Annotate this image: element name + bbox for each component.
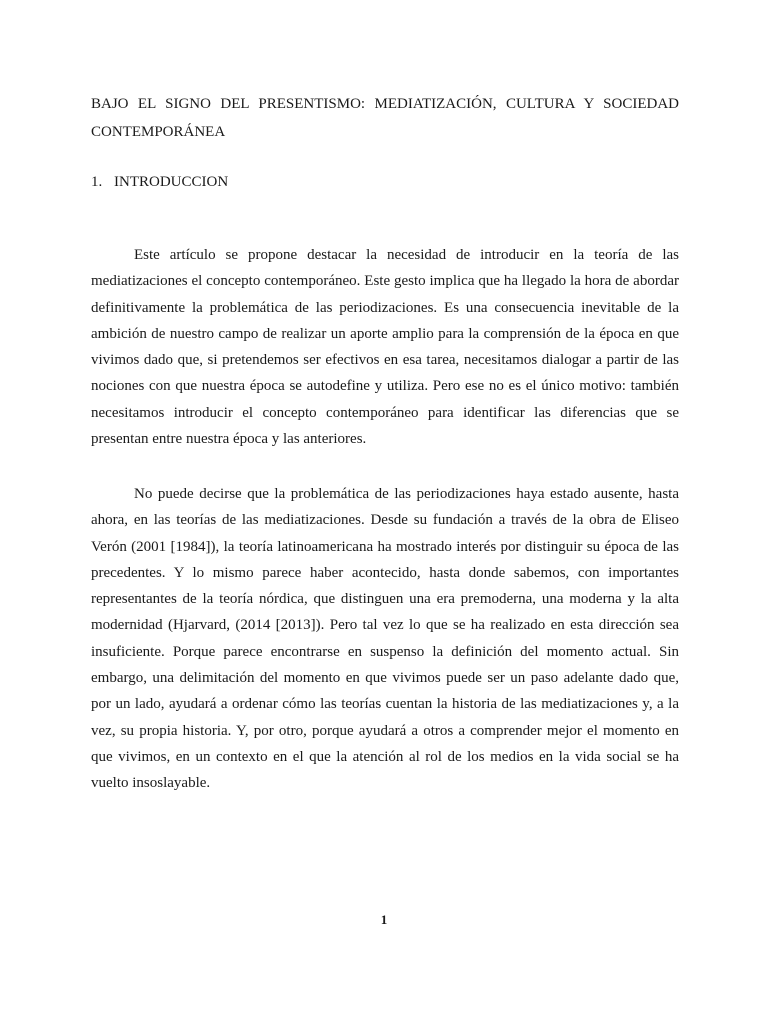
title-line-1: BAJO EL SIGNO DEL PRESENTISMO: MEDIATIZACIÓN, CULTURA Y SOCIEDAD — [91, 96, 679, 112]
page-number: 1 — [380, 912, 388, 927]
document-title — [91, 90, 679, 146]
section-title: INTRODUCCION — [114, 174, 229, 190]
section-number: 1. — [91, 174, 103, 190]
paragraph-1: Este artículo se propone destacar la necesidad de introducir en la teoría de las mediatizaciones el concepto contemporáneo. Este gesto implica que ha llegado la hora de abordar definitivamente la problemática de las periodizaciones. Es una consecuencia inevitable de la ambición de nuestro campo de realizar un aporte amplio para la comprensión de la época en que vivimos dado que, si pretendemos ser efectivos en esa tarea, necesitamos dialogar a partir de las nociones con que nuestra época se autodefine y utiliza. Pero ese no es el único motivo: también necesitamos introducir el concepto contemporáneo para identificar las diferencias que se presentan entre nuestra época y las anteriores. — [91, 247, 679, 448]
paragraph-2: No puede decirse que la problemática de las periodizaciones haya estado ausente, hasta ahora, en las teorías de las mediatizaciones. Desde su fundación a través de la obra de Eliseo Verón (2001 [1984]), la teoría latinoamericana ha mostrado interés por distinguir su época de las precedentes. Y lo mismo parece haber acontecido, hasta donde sabemos, con importantes representantes de la teoría nórdica, que distinguen una era premoderna, una moderna y la alta modernidad (Hjarvard, (2014 [2013]). Pero tal vez lo que se ha realizado en esta dirección sea insuficiente. Porque parece encontrarse en suspenso la definición del momento actual. Sin embargo, una delimitación del momento en que vivimos puede ser un paso adelante dado que, por un lado, ayudará a ordenar cómo las teorías cuentan la historia de las mediatizaciones y, a la vez, su propia historia. Y, por otro, porque ayudará a otros a comprender mejor el momento en que vivimos, en un contexto en el que la atención al rol de los medios en la vida social se ha vuelto insoslayable. — [91, 486, 679, 792]
title-line-2: CONTEMPORÁNEA — [91, 124, 226, 140]
section-heading — [91, 171, 228, 193]
